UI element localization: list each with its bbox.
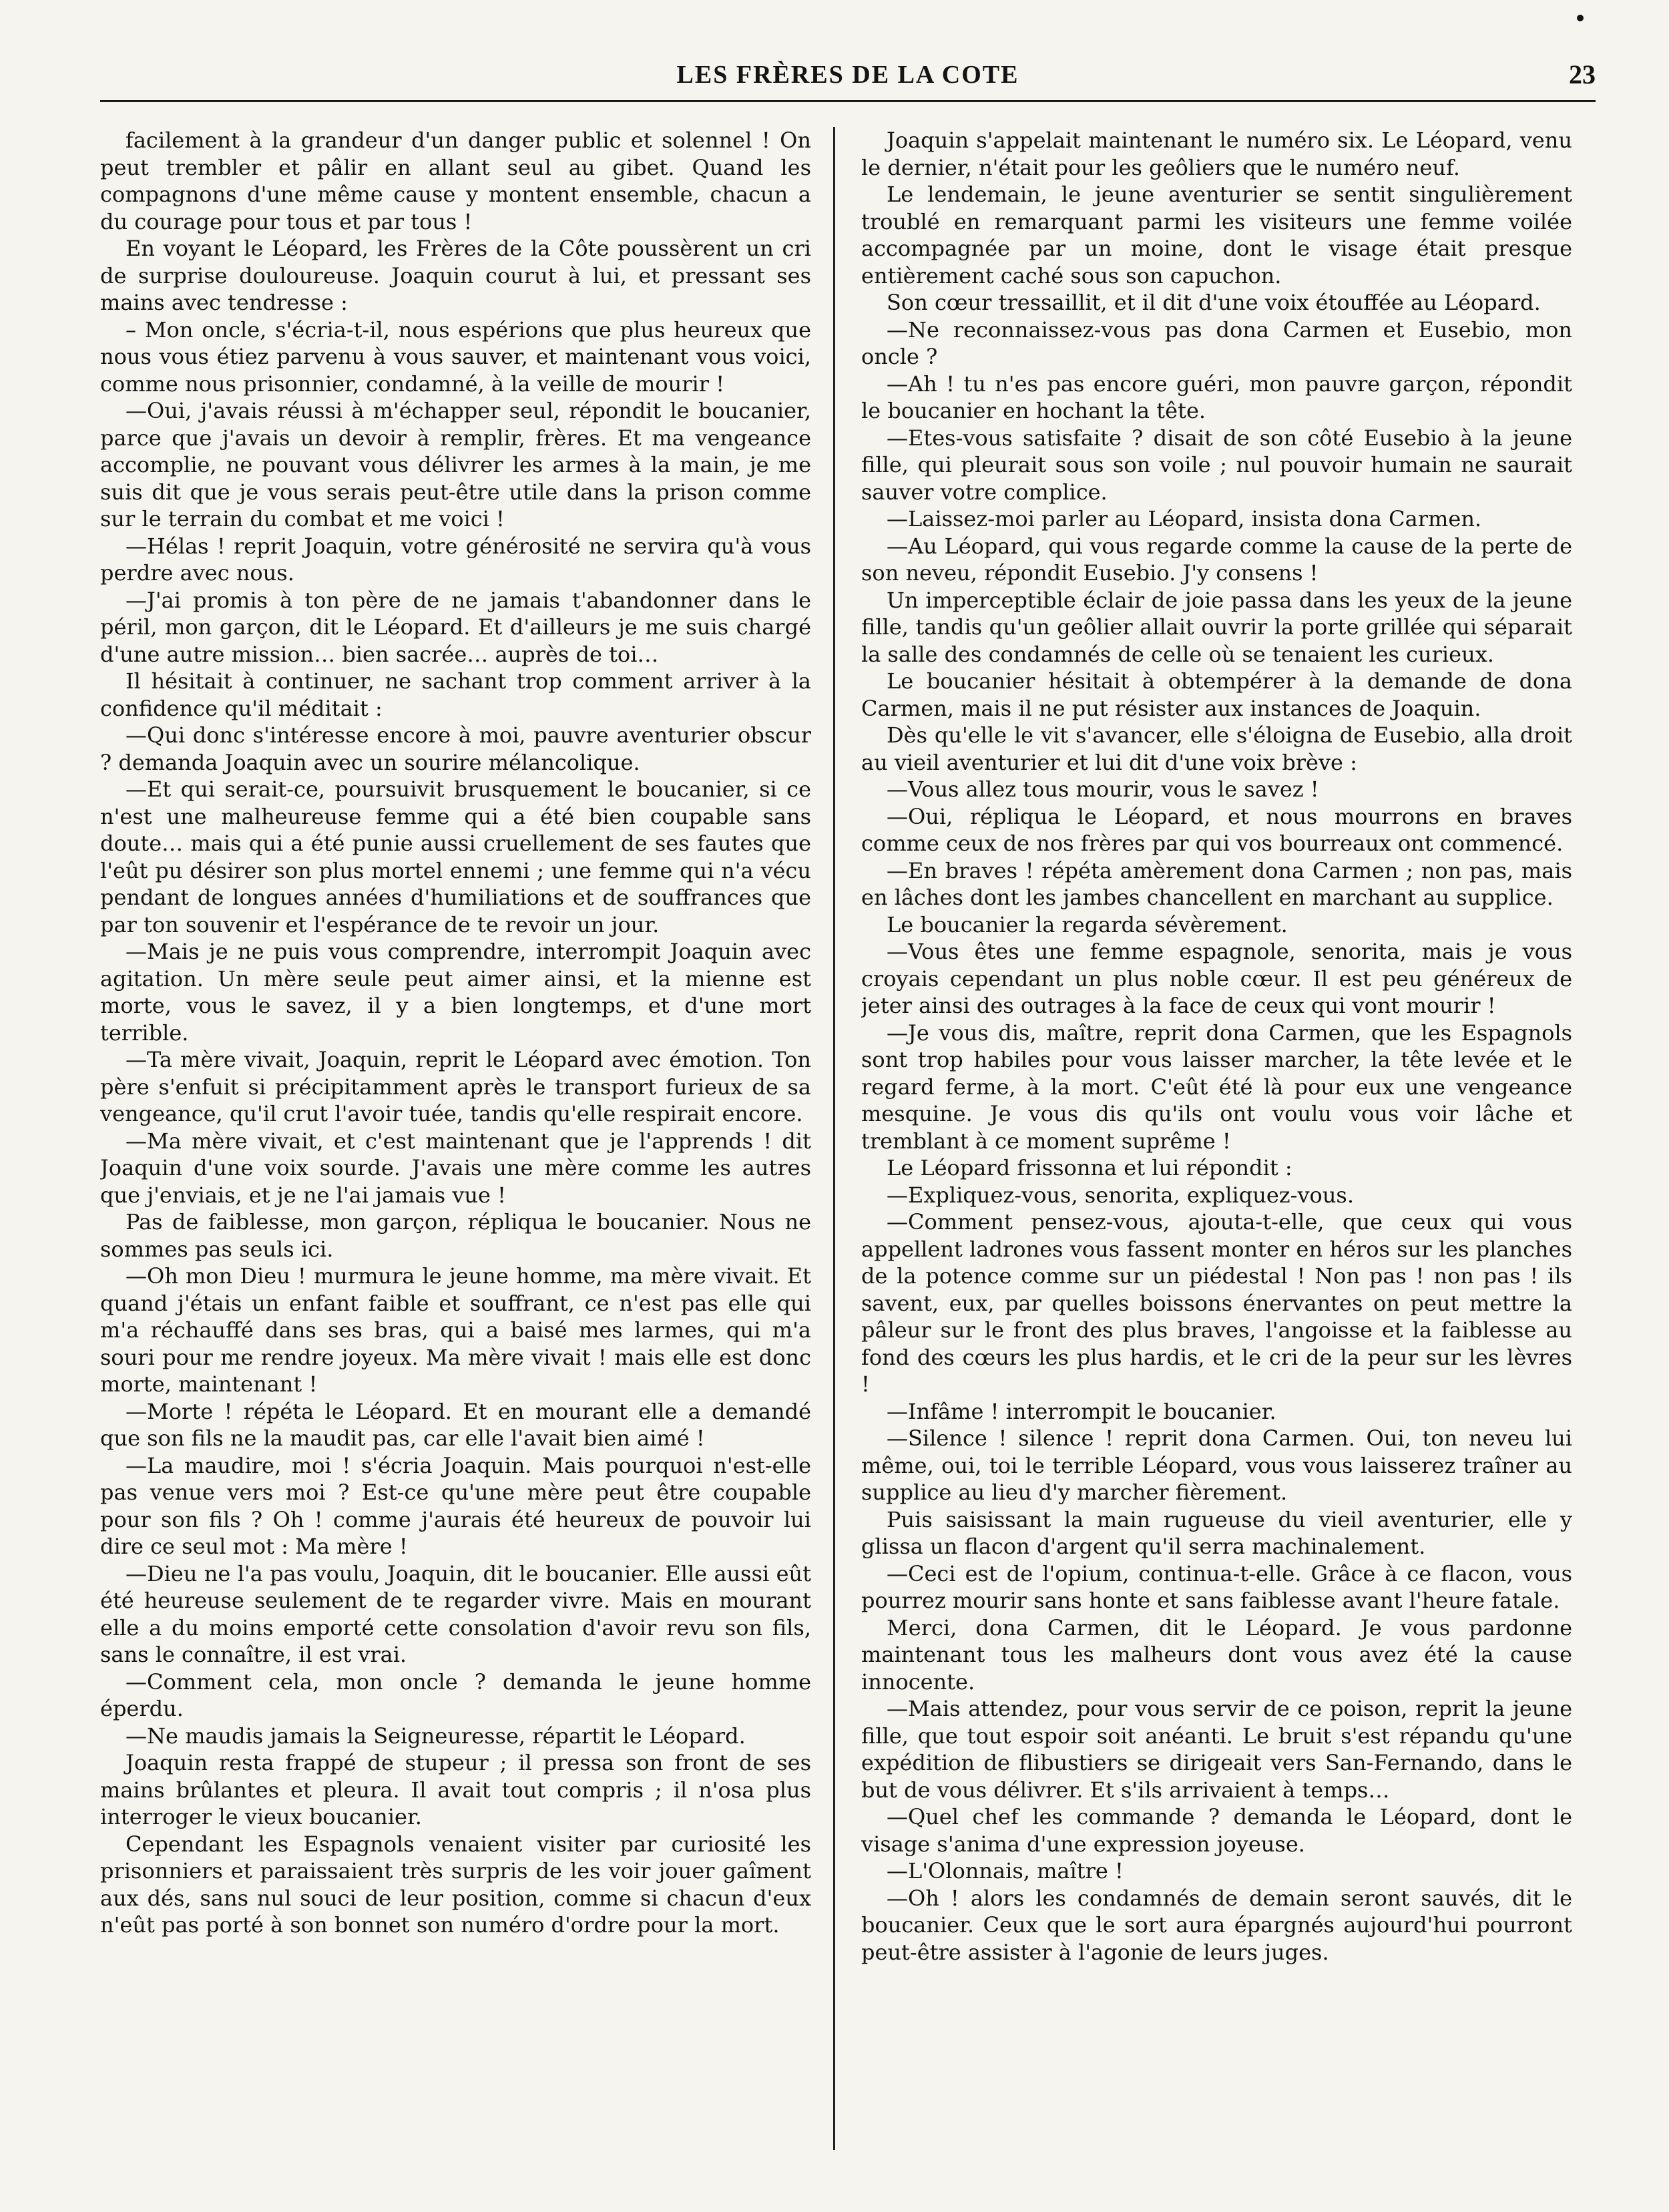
text-columns [100, 127, 1596, 2157]
paragraph: —Ma mère vivait, et c'est maintenant que je l'apprends ! dit Joaquin d'une voix sourde. J'avais une mère comme les autres que j'enviais, et je ne l'ai jamais vue ! [100, 1128, 811, 1208]
paragraph: —Ceci est de l'opium, continua-t-elle. Grâce à ce flacon, vous pourrez mourir sans honte et sans faiblesse avant l'heure fatale. [861, 1560, 1572, 1613]
paragraph: —Oui, j'avais réussi à m'échapper seul, répondit le boucanier, parce que j'avais un devoir à remplir, frères. Et ma vengeance accomplie, ne pouvant vous délivrer les armes à la main, je me suis dit que je vous serais peut-être utile dans la prison comme sur le terrain du combat et me voici ! [100, 398, 811, 531]
paragraph: —Qui donc s'intéresse encore à moi, pauvre aventurier obscur ? demanda Joaquin avec un sourire mélancolique. [100, 722, 811, 775]
paragraph: Un imperceptible éclair de joie passa dans les yeux de la jeune fille, tandis qu'un geôlier allait ouvrir la porte grillée qui séparait la salle des condamnés de celle où se tenaient les curieux. [861, 587, 1572, 667]
paragraph: —Mais attendez, pour vous servir de ce poison, reprit la jeune fille, que tout espoir soit anéanti. Le bruit s'est répandu qu'une expédition de flibustiers se dirigeait vers San-Fernando, dans le but de vous délivrer. Et s'ils arrivaient à temps… [861, 1696, 1572, 1803]
paragraph: Le lendemain, le jeune aventurier se sentit singulièrement troublé en remarquant parmi les visiteurs une femme voilée accompagnée par un moine, dont le visage était presque entièrement caché sous son capuchon. [861, 182, 1572, 288]
paragraph: —Au Léopard, qui vous regarde comme la cause de la perte de son neveu, répondit Eusebio. J'y consens ! [861, 533, 1572, 586]
paragraph: Joaquin resta frappé de stupeur ; il pressa son front de ses mains brûlantes et pleura. Il avait tout compris ; il n'osa plus interroger le vieux boucanier. [100, 1750, 811, 1829]
paragraph: —Etes-vous satisfaite ? disait de son côté Eusebio à la jeune fille, qui pleurait sous son voile ; nul pouvoir humain ne saurait sauver votre complice. [861, 425, 1572, 505]
left-column [100, 127, 811, 2157]
page-number: 23 [1569, 59, 1596, 89]
paragraph: —Ta mère vivait, Joaquin, reprit le Léopard avec émotion. Ton père s'enfuit si précipitamment après le transport furieux de sa vengeance, qu'il crut l'avoir tuée, tandis qu'elle respirait encore. [100, 1047, 811, 1126]
paragraph: —Ne maudis jamais la Seigneuresse, répartit le Léopard. [126, 1723, 746, 1749]
paragraph: En voyant le Léopard, les Frères de la Côte poussèrent un cri de surprise douloureuse. Joaquin courut à lui, et pressant ses mains avec tendresse : [100, 236, 811, 315]
paragraph: Il hésitait à continuer, ne sachant trop comment arriver à la confidence qu'il méditait : [100, 668, 811, 721]
paragraph: —Oh mon Dieu ! murmura le jeune homme, ma mère vivait. Et quand j'étais un enfant faible et souffrant, ce n'est pas elle qui m'a réchauffé dans ses bras, qui a baisé mes larmes, qui m'a souri pour me rendre joyeux. Ma mère vivait ! mais elle est donc morte, maintenant ! [100, 1263, 811, 1397]
paragraph: —Morte ! répéta le Léopard. Et en mourant elle a demandé que son fils ne la maudit pas, car elle l'avait bien aimé ! [100, 1398, 811, 1451]
paragraph: —Comment cela, mon oncle ? demanda le jeune homme éperdu. [100, 1669, 811, 1721]
paragraph: Le boucanier la regarda sévèrement. [887, 911, 1288, 937]
paragraph: —Silence ! silence ! reprit dona Carmen. Oui, ton neveu lui même, oui, toi le terrible Léopard, vous vous laisserez traîner au supplice au lieu d'y marcher fièrement. [861, 1425, 1572, 1505]
newspaper-page [100, 53, 1596, 2170]
paragraph: Cependant les Espagnols venaient visiter par curiosité les prisonniers et paraissaient très surpris de les voir jouer gaîment aux dés, sans nul souci de leur position, comme si chacun d'eux n'eût pas porté à son bonnet son numéro d'ordre pour la mort. [100, 1831, 811, 1938]
paragraph: Joaquin s'appelait maintenant le numéro six. Le Léopard, venu le dernier, n'était pour les geôliers que le numéro neuf. [861, 128, 1572, 180]
paragraph: Son cœur tressaillit, et il dit d'une voix étouffée au Léopard. [887, 290, 1541, 315]
paragraph: —Expliquez-vous, senorita, expliquez-vous. [887, 1182, 1355, 1208]
paragraph: —Mais je ne puis vous comprendre, interrompit Joaquin avec agitation. Un mère seule peut aimer ainsi, et la mienne est morte, vous le savez, il y a bien longtemps, et d'une mort terrible. [100, 939, 811, 1046]
column-divider [833, 127, 835, 2150]
right-column [861, 127, 1572, 2157]
paragraph: —Vous allez tous mourir, vous le savez ! [887, 777, 1319, 802]
paragraph: —En braves ! répéta amèrement dona Carmen ; non pas, mais en lâches dont les jambes chancellent en marchant au supplice. [861, 857, 1572, 910]
paragraph: —Quel chef les commande ? demanda le Léopard, dont le visage s'anima d'une expression joyeuse. [861, 1804, 1572, 1857]
paragraph: Pas de faiblesse, mon garçon, répliqua le boucanier. Nous ne sommes pas seuls ici. [100, 1209, 811, 1262]
paragraph: —La maudire, moi ! s'écria Joaquin. Mais pourquoi n'est-elle pas venue vers moi ? Est-ce qu'une mère peut être coupable pour son fils ? Oh ! comme j'aurais été heureux de pouvoir lui dire ce seul mot : Ma mère ! [100, 1452, 811, 1559]
paragraph: facilement à la grandeur d'un danger public et solennel ! On peut trembler et pâlir en allant seul au gibet. Quand les compagnons d'une même cause y montent ensemble, chacun a du courage pour tous et par tous ! [100, 128, 811, 234]
paragraph: —Hélas ! reprit Joaquin, votre générosité ne servira qu'à vous perdre avec nous. [100, 533, 811, 586]
paragraph: Merci, dona Carmen, dit le Léopard. Je vous pardonne maintenant tous les malheurs dont vous avez été la cause innocente. [861, 1614, 1572, 1695]
paragraph: —Ah ! tu n'es pas encore guéri, mon pauvre garçon, répondit le boucanier en hochant la tête. [861, 371, 1572, 423]
paragraph: Le boucanier hésitait à obtempérer à la demande de dona Carmen, mais il ne put résister aux instances de Joaquin. [861, 668, 1572, 721]
paragraph: —Je vous dis, maître, reprit dona Carmen, que les Espagnols sont trop habiles pour vous laisser marcher, la tête levée et le regard ferme, à la mort. C'eût été là pour eux une vengeance mesquine. Je vous dis qu'ils ont voulu vous voir lâche et tremblant à ce moment suprême ! [861, 1020, 1572, 1154]
paragraph: Dès qu'elle le vit s'avancer, elle s'éloigna de Eusebio, alla droit au vieil aventurier et lui dit d'une voix brève : [861, 722, 1572, 775]
paragraph: —Dieu ne l'a pas voulu, Joaquin, dit le boucanier. Elle aussi eût été heureuse seulement de te regarder vivre. Mais en mourant elle a du moins emporté cette consolation d'avoir revu son fils, sans le connaître, il est vrai. [100, 1560, 811, 1667]
paragraph: Le Léopard frissonna et lui répondit : [887, 1155, 1292, 1180]
paragraph: —Oh ! alors les condamnés de demain seront sauvés, dit le boucanier. Ceux que le sort aura épargnés aujourd'hui pourront peut-être assister à l'agonie de leurs juges. [861, 1885, 1572, 1965]
paragraph: —Et qui serait-ce, poursuivit brusquement le boucanier, si ce n'est une malheureuse femme qui a été bien coupable sans doute… mais qui a été punie aussi cruellement de ses fautes que l'eût pu désirer son plus mortel ennemi ; une femme qui n'a vécu pendant de longues années d'humiliations et de souffrances que par ton souvenir et l'espérance de te revoir un jour. [100, 777, 811, 937]
paragraph: —Laissez-moi parler au Léopard, insista dona Carmen. [887, 506, 1482, 531]
paragraph: —Infâme ! interrompit le boucanier. [887, 1398, 1276, 1424]
ink-dot [1577, 15, 1584, 21]
paragraph: —Comment pensez-vous, ajouta-t-elle, que ceux qui vous appellent ladrones vous fassent monter en héros sur les planches de la potence comme sur un piédestal ! Non pas ! non pas ! ils savent, eux, par quelles boissons énervantes on peut mettre la pâleur sur le front des plus braves, l'angoisse et la faiblesse au fond des cœurs les plus hardis, et le cri de la peur sur les lèvres ! [861, 1209, 1572, 1397]
paragraph: —L'Olonnais, maître ! [887, 1858, 1124, 1884]
paragraph: —J'ai promis à ton père de ne jamais t'abandonner dans le péril, mon garçon, dit le Léopard. Et d'ailleurs je me suis chargé d'une autre mission… bien sacrée… auprès de toi… [100, 587, 811, 667]
running-title: LES FRÈRES DE LA COTE [676, 61, 1019, 89]
page-header [100, 53, 1596, 102]
paragraph: —Ne reconnaissez-vous pas dona Carmen et Eusebio, mon oncle ? [861, 316, 1572, 369]
paragraph: – Mon oncle, s'écria-t-il, nous espérions que plus heureux que nous vous étiez parvenu à vous sauver, et maintenant vous voici, comme nous prisonnier, condamné, à la veille de mourir ! [100, 316, 811, 397]
paragraph: —Oui, répliqua le Léopard, et nous mourrons en braves comme ceux de nos frères par qui vos bourreaux ont commencé. [861, 803, 1572, 856]
paragraph: Puis saisissant la main rugueuse du vieil aventurier, elle y glissa un flacon d'argent qu'il serra machinalement. [861, 1506, 1572, 1559]
paragraph: —Vous êtes une femme espagnole, senorita, mais je vous croyais cependant un plus noble cœur. Il est peu généreux de jeter ainsi des outrages à la face de ceux qui vont mourir ! [861, 939, 1572, 1018]
